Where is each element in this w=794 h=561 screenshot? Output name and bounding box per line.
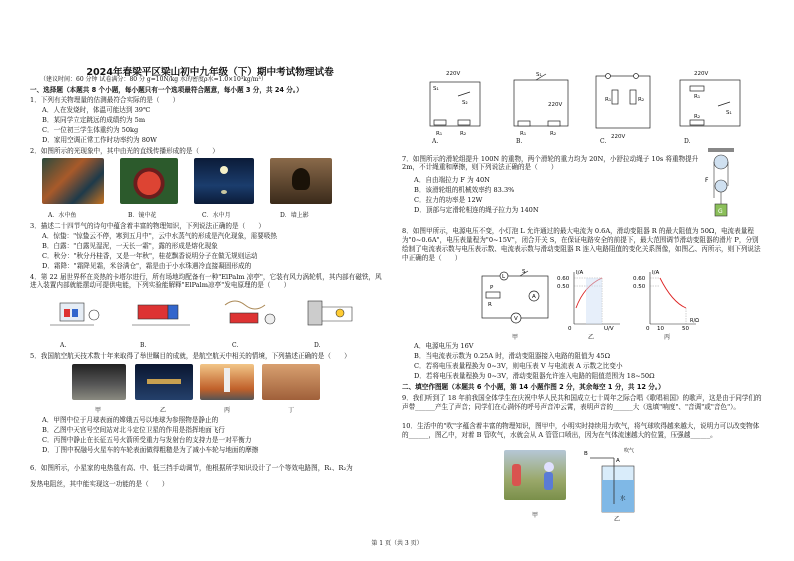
graph-bing-tick-10: 10: [657, 326, 664, 332]
q10-text: 10．生活中的"吹"字蕴含着丰富的物理知识，图甲中，小明实时持续用力吹气，将气球吹得越来越大，说明力可以改变物体的______，图乙中，对着 B 管吹气，水就会从 A 管管口喷出，因为在气体流速越大的位置，压强越______。: [402, 422, 760, 439]
mars-rover-photo: [262, 364, 320, 400]
q5-label-bing: 丙: [224, 407, 231, 414]
q6-a-s2: S₂: [462, 100, 468, 106]
q4-option-b: B.: [140, 342, 147, 349]
q8-switch-label: S: [522, 269, 526, 275]
q7-option-a: A．自由端拉力 F 为 40N: [414, 176, 490, 184]
q9-text: 9．我们听到了 18 年前我国全体学生在庆祝中华人民共和国成立七十周年之际合唱《歌唱祖国》的歌声，这是由于同学们的声带______产生了声音；同学们在心满怀的呼号声音冲云霄，表明声音的______大（选填"响度"、"音调"或"音色"）。: [402, 394, 762, 411]
q6-option-d: D.: [684, 138, 691, 145]
graph-bing-tick-50: 50: [682, 326, 689, 332]
q10-label-jia: 甲: [532, 512, 539, 519]
q2-option-d: D．墙上影: [280, 212, 309, 219]
lunar-lander-photo: [72, 364, 126, 400]
q8-lamp-label: L: [502, 274, 506, 280]
q6-a-r2: R₂: [460, 131, 467, 137]
fish-in-water-photo: [42, 158, 104, 204]
q1-stem: 1．下列有关物理量的估测最符合实际的是（ ）: [30, 96, 180, 104]
q3-stem: 3．描述二十四节气的诗句中蕴含着丰富的物理知识，下列说法正确的是（ ）: [30, 222, 265, 230]
q1-option-a: A．人在发烧时，体温可能达到 39℃: [42, 106, 151, 114]
q6-d-s1: S₁: [726, 110, 732, 116]
q6-option-c: C.: [600, 138, 607, 145]
q2-stem: 2．如图所示的光现象中，其中由光的直线传播形成的是（ ）: [30, 147, 219, 155]
section-2-heading: 二、填空作图题（本题共 6 个小题，第 14 小题作图 2 分，其余每空 1 分，共 12 分。）: [402, 383, 665, 391]
q8-label-yi: 乙: [588, 334, 595, 341]
graph-yi-origin: 0: [568, 326, 572, 332]
q8-graph-bing: [632, 268, 700, 332]
graph-yi-tick-050: 0.50: [557, 284, 570, 290]
q4-fig-d: [308, 301, 352, 325]
q8-label-jia: 甲: [512, 334, 519, 341]
pulley-system-figure: [700, 146, 740, 222]
q4-option-a: A.: [60, 342, 67, 349]
q8-option-a: A．电源电压为 16V: [414, 342, 474, 350]
q6-c-r2: R₂: [638, 97, 645, 103]
q2-option-b: B．镜中花: [128, 212, 157, 219]
q5-option-c: C．丙图中静止在长征五号火箭所受重力与发射台的支持力是一对平衡力: [42, 436, 252, 444]
q4-experiment-figures: [40, 295, 380, 341]
q2-option-c: C．水中月: [202, 212, 231, 219]
q5-option-d: D．丁图中祝融号火星车的车轮表面做得粗糙是为了减小车轮与地面的摩擦: [42, 446, 259, 454]
q8-slider-label: P: [490, 285, 494, 291]
q1-option-d: D．家用空调正常工作时功率约为 80W: [42, 136, 157, 144]
water-label: 水: [620, 496, 626, 502]
children-blowing-balloon-photo: [504, 450, 566, 500]
q5-stem: 5．我国航空航天技术数十年来取得了举世瞩目的成就，是航空航天中相关的情境，下列描述正确的是（ ）: [30, 352, 351, 360]
q3-option-b: B．白露："白露见湿泥，一天长一霜"，露的形成是熔化现象: [42, 242, 218, 250]
q4-fig-b: [132, 305, 190, 325]
tube-a-label: A: [616, 458, 620, 464]
q3-option-d: D．霜降："霜降见霜，米谷满仓"，霜是由于小水珠遇冷直接凝固形成的: [42, 262, 252, 270]
blow-label: 吹气: [624, 448, 635, 454]
q4-fig-a: [50, 303, 99, 325]
q6-b-r2: R₂: [550, 131, 557, 137]
q4-stem: 4．第 22 届世界杯在炎热的卡塔尔进行，所有场地均配备有一种"ElPalm 凉亭"，它装有风力涡轮机，其内部有磁铁，风进入装置内部就能摆动可提供电能，下列实验能解释"ElPalm凉亭"发电原理的是（ ）: [30, 273, 382, 289]
q5-option-a: A．甲图中位于月球表面的嫦娥五号以地球为参照物是静止的: [42, 416, 219, 424]
q7-option-c: C．拉力的功率是 12W: [414, 196, 483, 204]
graph-bing-y-label: I/A: [652, 270, 660, 276]
q3-option-a: A．惊蛰："惊蛰云不停，寒到五月中"，云中水蒸气的形成是汽化现象，需要吸热: [42, 232, 278, 240]
blow-tube-experiment: [580, 444, 650, 518]
q6-b-r1: R₁: [520, 131, 527, 137]
q8-graph-yi: [556, 268, 624, 332]
page-title: 2024年春梁平区梁山初中九年级（下）期中考试物理试卷: [86, 67, 334, 78]
pulley-weight-label: G: [718, 208, 723, 215]
graph-bing-x-label: R/Ω: [690, 318, 699, 324]
q3-option-c: C．秋分："秋分丹桂香，又是一年秋"，桂花飘香说明分子在做无规则运动: [42, 252, 258, 260]
rocket-launch-photo: [200, 364, 254, 400]
q8-ammeter-label: A: [532, 294, 536, 300]
q5-option-b: B．乙图中天宫号空间站对北斗定位卫星的作用是指挥地面飞行: [42, 426, 225, 434]
q6-d-r2: R₂: [694, 114, 701, 120]
q1-option-c: C．一位初三学生体重约为 50kg: [42, 126, 139, 134]
page-footer: 第 1 页（共 3 页）: [371, 540, 423, 547]
q5-label-jia: 甲: [95, 407, 102, 414]
pulley-force-label: F: [705, 177, 709, 184]
graph-yi-tick-060: 0.60: [557, 276, 570, 282]
q7-option-b: B．该滑轮组的机械效率约 83.3%: [414, 186, 515, 194]
q4-fig-c: [225, 301, 275, 324]
q8-option-b: B．当电流表示数为 0.25A 时，滑动变阻器接入电路的阻值为 45Ω: [414, 352, 611, 360]
q6-option-b: B.: [516, 138, 523, 145]
q6-b-voltage: 220V: [548, 102, 563, 108]
q6-option-a: A.: [432, 138, 439, 145]
q6-a-s1: S₁: [433, 86, 439, 92]
q8-label-bing: 丙: [664, 334, 671, 341]
exam-info: （建议时间：60 分钟 试卷满分：80 分 g=10N/kg 水的密度ρ水=1.0×10³kg/m³）: [40, 76, 267, 83]
q8-circuit-jia: [476, 268, 554, 330]
q8-rheostat-label: R: [488, 302, 492, 308]
q4-option-c: C.: [232, 342, 239, 349]
q6-d-r1: R₁: [694, 94, 701, 100]
q8-option-d: D．若将电压表量程换为 0~3V，滑动变阻器允许连入电路的阻值范围为 18~50Ω: [414, 372, 655, 380]
section-1-heading: 一、选择题（本题共 8 个小题，每小题只有一个选项最符合题意，每小题 3 分，共 24 分。）: [30, 86, 303, 94]
q1-option-b: B．某同学立定跳远的成绩约为 5m: [42, 116, 146, 124]
q6-c-voltage: 220V: [611, 134, 626, 140]
q2-option-a: A．水中鱼: [48, 212, 77, 219]
graph-yi-x-label: U/V: [604, 326, 614, 332]
graph-bing-tick-060: 0.60: [633, 276, 646, 282]
q6-d-voltage: 220V: [694, 71, 709, 77]
graph-bing-tick-050: 0.50: [633, 284, 646, 290]
q6-a-voltage: 220V: [446, 71, 461, 77]
q4-option-d: D.: [314, 342, 321, 349]
q7-option-d: D．顶部与定滑轮相连的绳子拉力为 140N: [414, 206, 539, 214]
q6-stem: 6．如图所示，小星家的电热毯有高、中、低三挡手动调节，他根据所学知识设计了一个等效电路图，R₁、R₂为: [30, 464, 353, 472]
q6-b-s1: S₁: [536, 72, 542, 78]
q6-c-r1: R₁: [605, 97, 612, 103]
q5-label-ding: 丁: [288, 407, 295, 414]
tube-b-label: B: [584, 451, 588, 457]
q5-label-yi: 乙: [160, 407, 167, 414]
q8-voltmeter-label: V: [514, 316, 518, 322]
q6-a-r1: R₁: [436, 131, 443, 137]
space-station-photo: [135, 364, 193, 400]
graph-yi-y-label: I/A: [576, 270, 584, 276]
q6-stem-cont: 发热电阻丝，其中能实现这一功能的是（ ）: [30, 480, 169, 488]
shadow-on-wall-photo: [270, 158, 332, 204]
q8-option-c: C．若将电压表量程换为 0~3V，则电压表 V 与电流表 A 示数之比变小: [414, 362, 623, 370]
moon-in-water-photo: [194, 158, 254, 204]
q10-label-yi: 乙: [614, 516, 621, 523]
q6-circuit-diagrams: [418, 66, 762, 148]
flower-in-mirror-photo: [120, 158, 178, 204]
q7-stem: 7．如图所示的滑轮组提升 100N 的重物，两个滑轮的重力均为 20N，小舒拉动绳子 10s 将重物提升 2m，不计绳重和摩擦，则下列说法正确的是（ ）: [402, 155, 699, 171]
q8-stem: 8．如图甲所示，电源电压不变，小灯泡 L 允许通过的最大电流为 0.6A，滑动变阻器 R 的最大阻值为 50Ω，电流表量程为"0~0.6A"，电压表量程为"0~15V"，闭合开关 S，在保证电路安全的前提下，最大范围调节滑动变阻器的滑片 P，分别绘制了电流表示数与电压表示数、电流表示数与滑动变阻器 R 连入电路阻值的变化关系图像，如图乙、丙所示，则下列说法中正确的是（ ）: [402, 227, 761, 262]
graph-bing-tick-0: 0: [646, 326, 650, 332]
